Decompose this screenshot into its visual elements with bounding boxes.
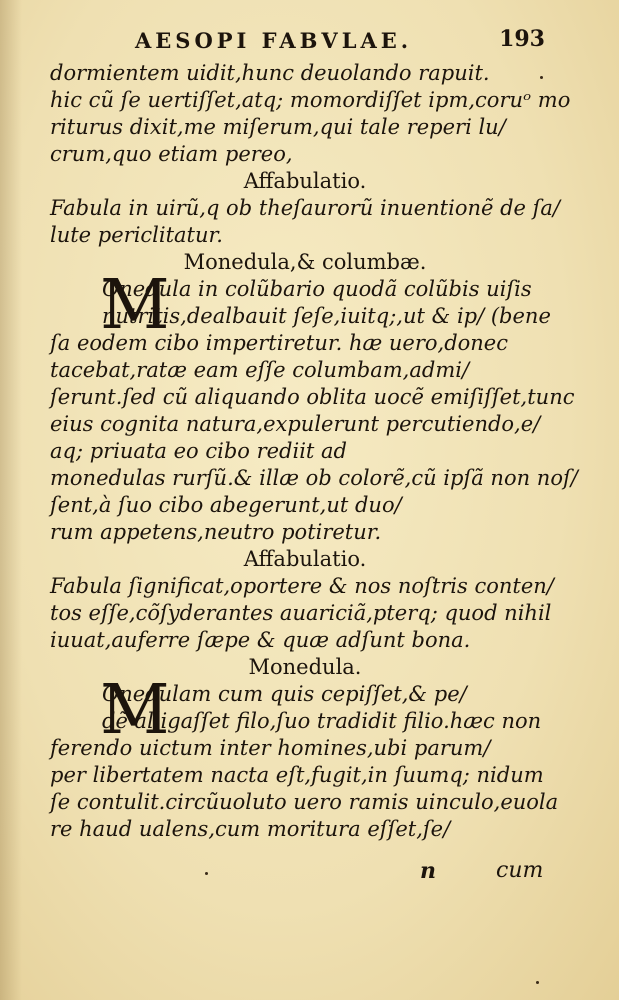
- ink-speck: [536, 981, 539, 984]
- text-line: ſent,à ſuo cibo abegerunt,ut duo/: [50, 493, 402, 517]
- text-line: hic cũ ſe uertiſſet,atq; momordiſſet ipm,coruᵒ mo: [50, 88, 571, 112]
- text-line: riturus dixit,me miſerum,qui tale reperi lu/: [50, 115, 506, 139]
- page-footer: [50, 858, 550, 888]
- section-heading: Affabulatio.: [243, 169, 367, 193]
- text-line: re haud ualens,cum moritura eſſet,ſe/: [50, 817, 451, 841]
- running-title: AESOPI FABVLAE.: [135, 28, 413, 53]
- text-line: nutritis,dealbauit ſeſe,iuitq;,ut & ip/ (bene: [102, 304, 551, 328]
- text-line: ſa eodem cibo impertiretur. hæ uero,donec: [50, 331, 508, 355]
- fable-title: Monedula,& columbæ.: [183, 250, 427, 274]
- page-number: 193: [499, 26, 545, 52]
- drop-cap-initial: M: [100, 266, 170, 345]
- ink-speck: [205, 872, 208, 875]
- page-header: [135, 28, 545, 56]
- text-line: dormientem uidit,hunc deuolando rapuit.: [50, 61, 490, 85]
- text-line: lute periclitatur.: [50, 223, 223, 247]
- text-line: monedulas rurſũ.& illæ ob colorẽ,cũ ipſã non noſ/: [50, 466, 578, 490]
- text-line: Fabula in uirũ,q ob theſaurorũ inuentionẽ de ſa/: [50, 196, 561, 220]
- text-line: Onedulam cum quis cepiſſet,& pe/: [102, 682, 467, 706]
- fable-title: Monedula.: [248, 655, 362, 679]
- signature-mark: n: [420, 858, 436, 884]
- text-line: aq; priuata eo cibo rediit ad: [50, 439, 347, 463]
- text-line: tacebat,ratæ eam eſſe columbam,admi/: [50, 358, 470, 382]
- text-line: Onedula in colũbario quodã colũbis uiſis: [102, 277, 532, 301]
- fable-monedula-columbae: [50, 266, 578, 546]
- text-line: dẽ alligaſſet filo,ſuo tradidit filio.hæc non: [102, 709, 542, 733]
- text-line: rum appetens,neutro potiretur.: [50, 520, 382, 544]
- text-line: ferendo uictum inter homines,ubi parum/: [50, 736, 491, 760]
- text-line: tos eſſe,cõſyderantes auariciã,pterq; quod nihil: [50, 601, 552, 625]
- section-heading: Affabulatio.: [243, 547, 367, 571]
- text-line: iuuat,auferre ſæpe & quæ adſunt bona.: [50, 628, 471, 652]
- text-line: ſerunt.ſed cũ aliquando oblita uocẽ emiſiſſet,tunc: [50, 385, 575, 409]
- text-line: eius cognita natura,expulerunt percutiendo,e/: [50, 412, 541, 436]
- text-line: crum,quo etiam pereo,: [50, 142, 293, 166]
- ink-speck: [540, 76, 543, 79]
- catchword: cum: [496, 858, 544, 883]
- text-line: per libertatem nacta eſt,fugit,in ſuumq; nidum: [50, 763, 544, 787]
- drop-cap-initial: M: [100, 671, 170, 750]
- text-line: Fabula ſignificat,oportere & nos noſtris conten/: [50, 574, 554, 598]
- fable-monedula: [50, 671, 560, 843]
- body-text: [50, 60, 578, 843]
- text-line: ſe contulit.circũuoluto uero ramis uinculo,euola: [50, 790, 559, 814]
